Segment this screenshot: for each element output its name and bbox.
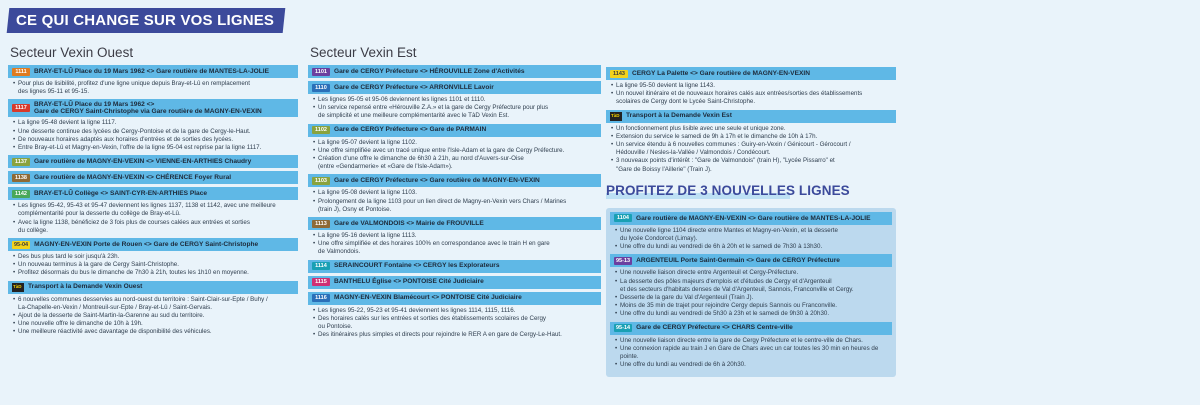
- route-label: BRAY-ET-LÛ Place du 19 Mars 1962 <> Gare de CERGY Saint-Christophe via Gare routière de MAGNY-EN-VEXIN: [34, 100, 262, 116]
- description-item: • Création d'une offre le dimanche de 6h30 à 21h, au nord d'Auvers-sur-Oise (entre «Gendarmerie» et «Gare de l'Isle-Adam»).: [312, 155, 601, 171]
- route-label: MAGNY-EN-VEXIN Porte de Rouen <> Gare de CERGY Saint-Christophe: [34, 240, 259, 248]
- line-badge: 1101: [312, 68, 330, 76]
- line-badge: 95-14: [616, 325, 631, 332]
- route-label: CERGY La Palette <> Gare routière de MAGNY-EN-VEXIN: [632, 69, 810, 77]
- description-item: • Une offre simplifiée avec un tracé unique entre l'Isle-Adam et la gare de Cergy Préfecture.: [312, 147, 601, 155]
- route-header[interactable]: [8, 65, 298, 78]
- description-item: • Des itinéraires plus simples et directs pour rejoindre le RER A en gare de Cergy-Le-Haut.: [312, 331, 601, 339]
- route-description: [8, 251, 298, 278]
- route-description: [8, 294, 298, 337]
- description-item: • Prolongement de la ligne 1103 pour un lien direct de Magny-en-Vexin vers Chars / Marines (train J), Osny et Pontoise.: [312, 198, 601, 214]
- description-item: • La ligne 95-50 devient la ligne 1143.: [610, 82, 896, 90]
- route-label: Gare de CERGY Préfecture <> HÉROUVILLE Zone d'Activités: [334, 67, 525, 75]
- description-item: • La ligne 95-16 devient la ligne 1113.: [312, 232, 601, 240]
- route-description: [308, 305, 601, 340]
- description-item: • Desserte de la gare du Val d'Argenteuil (Train J).: [614, 294, 892, 302]
- route-header[interactable]: [8, 187, 298, 200]
- description-item: • De nouveaux horaires adaptés aux horaires d'entrées et de sorties des lycées.: [12, 136, 298, 144]
- description-item: • Un service repensé entre «Hérouville Z.A.» et la gare de Cergy Préfecture pour plus de simplicité et une meilleure complémentarité avec le TàD Vexin Est.: [312, 104, 601, 120]
- route-description: [308, 137, 601, 172]
- route-label: Transport à la Demande Vexin Est: [626, 112, 732, 120]
- route-label: ARGENTEUIL Porte Saint-Germain <> Gare de CERGY Préfecture: [636, 257, 840, 265]
- route-header[interactable]: [8, 171, 298, 184]
- route-description: [8, 117, 298, 152]
- route-description: [8, 78, 298, 96]
- column-right: [606, 64, 896, 377]
- line-badge: 1137: [12, 158, 30, 166]
- description-item: • Ajout de la desserte de Saint-Martin-la-Garenne au sud du territoire.: [12, 312, 298, 320]
- description-item: • Une offre du lundi au vendredi de 6h à 20h30.: [614, 361, 892, 369]
- route-description: [606, 80, 896, 107]
- route-label: SERAINCOURT Fontaine <> CERGY les Explorateurs: [334, 262, 500, 270]
- description-item: • Les lignes 95-05 et 95-06 deviennent les lignes 1101 et 1110.: [312, 96, 601, 104]
- description-item: • La ligne 95-07 devient la ligne 1102.: [312, 139, 601, 147]
- line-badge: 1138: [12, 174, 30, 182]
- description-item: • Extension du service le samedi de 9h à 17h et le dimanche de 10h à 17h.: [610, 133, 896, 141]
- line-badge: 1143: [610, 70, 628, 78]
- line-badge: 1116: [312, 294, 330, 302]
- description-item: • Des horaires calés sur les entrées et sorties des établissements scolaires de Cergy ou Pontoise.: [312, 315, 601, 331]
- route-label: Gare de CERGY Préfecture <> CHARS Centre-ville: [636, 324, 793, 332]
- description-item: • Un nouveau terminus à la gare de Cergy Saint-Christophe.: [12, 261, 298, 269]
- description-item: • 6 nouvelles communes desservies au nord-ouest du territoire : Saint-Clair-sur-Epte / Buhy / La-Chapelle-en-Vexin / Montreuil-sur-Epte / Bray-et-Lû / Saint-Gervais.: [12, 296, 298, 312]
- section-title: Secteur Vexin Ouest: [10, 45, 134, 60]
- description-item: • Les lignes 95-42, 95-43 et 95-47 deviennent les lignes 1137, 1138 et 1142, avec une meilleure complémentarité pour la desserte du collège de Bray-et-Lû.: [12, 202, 298, 218]
- route-header[interactable]: [8, 155, 298, 168]
- description-item: • Une nouvelle liaison directe entre Argenteuil et Cergy-Préfecture.: [614, 269, 892, 277]
- column-vexin-est: [308, 44, 601, 339]
- tad-badge: TàD: [610, 112, 622, 121]
- page-title: CE QUI CHANGE SUR VOS LIGNES: [7, 8, 286, 33]
- description-item: • Avec la ligne 1138, bénéficiez de 3 fois plus de courses calées aux entrées et sorties du collège.: [12, 219, 298, 235]
- line-badge: 1142: [12, 190, 30, 198]
- route-header[interactable]: [308, 65, 601, 78]
- line-badge: 95-13: [616, 257, 631, 264]
- new-lines-box: [606, 208, 896, 378]
- route-header[interactable]: [308, 276, 601, 289]
- col3-blocks: [606, 67, 896, 174]
- route-label: Gare routière de MAGNY-EN-VEXIN <> CHÉRENCE Foyer Rural: [34, 173, 232, 181]
- route-header[interactable]: [8, 238, 298, 251]
- line-badge: 1102: [312, 126, 330, 134]
- route-header[interactable]: [308, 174, 601, 187]
- route-header[interactable]: [8, 281, 298, 294]
- route-description: [8, 200, 298, 235]
- route-header[interactable]: [606, 110, 896, 123]
- route-header[interactable]: [606, 67, 896, 80]
- description-item: • Une offre simplifiée et des horaires 100% en correspondance avec le train H en gare de Valmondois.: [312, 240, 601, 256]
- column-vexin-ouest: [8, 44, 298, 337]
- description-item: • Un nouvel itinéraire et de nouveaux horaires calés aux entrées/sorties des établissements scolaires de Cergy dont le Lycée Saint-Christophe.: [610, 90, 896, 106]
- route-label: BANTHELU Église <> PONTOISE Cité Judiciaire: [334, 278, 484, 286]
- description-item: • Un service étendu à 6 nouvelles communes : Guiry-en-Vexin / Génicourt - Gérocourt / Hédouville / Nesles-la-Vallée / Valmondois / Condécourt.: [610, 141, 896, 157]
- description-item: • La ligne 95-48 devient la ligne 1117.: [12, 119, 298, 127]
- route-label: BRAY-ET-LÛ Place du 19 Mars 1962 <> Gare routière de MANTES-LA-JOLIE: [34, 67, 270, 75]
- line-badge: 1114: [312, 262, 330, 270]
- description-item: • Une desserte continue des lycées de Cergy-Pontoise et de la gare de Cergy-le-Haut.: [12, 128, 298, 136]
- route-description: [610, 267, 892, 321]
- description-item: • Une connexion rapide au train J en Gare de Chars avec un car toutes les 30 min en heures de pointe.: [614, 345, 892, 361]
- description-item: • Une offre du lundi au vendredi de 5h30 à 23h et le samedi de 9h30 à 20h30.: [614, 310, 892, 318]
- route-header[interactable]: [610, 322, 892, 335]
- route-header[interactable]: [308, 260, 601, 273]
- description-item: • Une offre du lundi au vendredi de 6h à 20h et le samedi de 7h30 à 13h30.: [614, 243, 892, 251]
- line-badge: 1117: [12, 104, 30, 112]
- route-description: [606, 123, 896, 174]
- route-label: Transport à la Demande Vexin Ouest: [28, 283, 143, 291]
- description-item: • Une meilleure réactivité avec davantage de disponibilité des véhicules.: [12, 328, 298, 336]
- route-description: [308, 230, 601, 257]
- route-label: MAGNY-EN-VEXIN Blamécourt <> PONTOISE Cité Judiciaire: [334, 294, 522, 302]
- line-badge: 1113: [312, 220, 330, 228]
- description-item: • Une nouvelle liaison directe entre la gare de Cergy Préfecture et le centre-ville de Chars.: [614, 337, 892, 345]
- line-badge: 1115: [312, 278, 330, 286]
- description-item: • Une nouvelle ligne 1104 directe entre Mantes et Magny-en-Vexin, et la desserte du lycée Condorcet (Limay).: [614, 227, 892, 243]
- route-header[interactable]: [308, 81, 601, 94]
- description-item: • Une nouvelle offre le dimanche de 10h à 19h.: [12, 320, 298, 328]
- route-label: Gare de VALMONDOIS <> Mairie de FROUVILLE: [334, 219, 484, 227]
- route-header[interactable]: [610, 254, 892, 267]
- description-item: • La ligne 95-08 devient la ligne 1103.: [312, 189, 601, 197]
- line-badge: 1111: [12, 68, 30, 76]
- line-badge: 95-04: [14, 241, 29, 248]
- description-item: • Les lignes 95-22, 95-23 et 95-41 deviennent les lignes 1114, 1115, 1116.: [312, 307, 601, 315]
- description-item: • Profitez désormais du bus le dimanche de 7h30 à 21h, toutes les 1h10 en moyenne.: [12, 269, 298, 277]
- route-description: [308, 94, 601, 121]
- tad-badge: TàD: [12, 283, 24, 292]
- section-title: Secteur Vexin Est: [310, 45, 417, 60]
- description-item: • Un fonctionnement plus lisible avec une seule et unique zone.: [610, 125, 896, 133]
- route-label: Gare de CERGY Préfecture <> Gare de PARMAIN: [334, 126, 487, 134]
- route-header[interactable]: [308, 292, 601, 305]
- route-label: Gare routière de MAGNY-EN-VEXIN <> Gare routière de MANTES-LA-JOLIE: [636, 214, 871, 222]
- route-label: BRAY-ET-LÛ Collège <> SAINT-CYR-EN-ARTHIES Place: [34, 189, 208, 197]
- route-header[interactable]: [308, 217, 601, 230]
- description-item: • Entre Bray-et-Lû et Magny-en-Vexin, l'offre de la ligne 95-04 est reprise par la ligne 1117.: [12, 144, 298, 152]
- route-header[interactable]: [610, 212, 892, 225]
- route-label: Gare de CERGY Préfecture <> Gare routière de MAGNY-EN-VEXIN: [334, 177, 540, 185]
- description-item: • Des bus plus tard le soir jusqu'à 23h.: [12, 253, 298, 261]
- description-item: • Pour plus de lisibilité, profitez d'une ligne unique depuis Bray-et-Lû en remplacement des lignes 95-11 et 95-15.: [12, 80, 298, 96]
- line-badge: 1104: [614, 214, 632, 222]
- line-badge: 1110: [312, 84, 330, 92]
- route-label: Gare routière de MAGNY-EN-VEXIN <> VIENNE-EN-ARTHIES Chaudry: [34, 157, 252, 165]
- route-description: [610, 225, 892, 255]
- new-lines-heading: PROFITEZ DE 3 NOUVELLES LIGNES: [606, 182, 850, 198]
- route-description: [308, 187, 601, 214]
- description-item: • Moins de 35 min de trajet pour rejoindre Cergy depuis Sannois ou Franconville.: [614, 302, 892, 310]
- description-item: • 3 nouveaux points d'intérêt : "Gare de Valmondois" (train H), "Lycée Pissarro" et "Gare de Boissy l'Aillerie" (Train J).: [610, 157, 896, 173]
- route-header[interactable]: [308, 124, 601, 137]
- line-badge: 1103: [312, 177, 330, 185]
- route-description: [610, 335, 892, 373]
- route-header[interactable]: [8, 99, 298, 117]
- description-item: • La desserte des pôles majeurs d'emplois et d'études de Cergy et d'Argenteuil et des secteurs d'habitats denses de Val d'Argenteuil, Sannois, Franconville et Cergy.: [614, 278, 892, 294]
- route-label: Gare de CERGY Préfecture <> ARRONVILLE Lavoir: [334, 83, 494, 91]
